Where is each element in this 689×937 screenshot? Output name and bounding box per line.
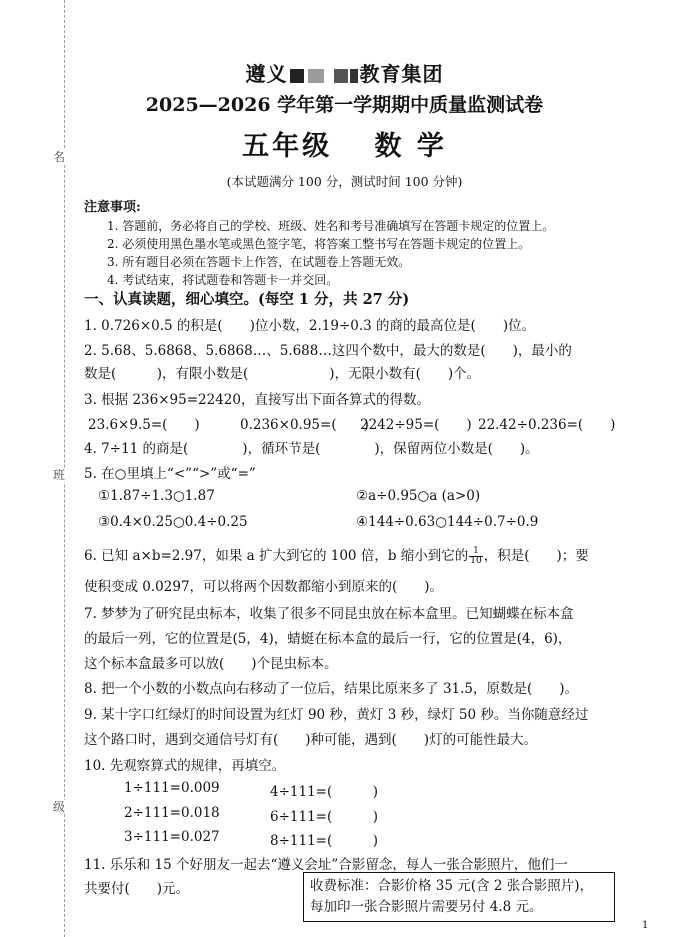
question-5-item: ③0.4×0.25○0.4÷0.25 — [98, 514, 248, 530]
notice-rule: 1. 答题前，务必将自己的学校、班级、姓名和考号准确填写在答题卡规定的位置上。 — [107, 219, 555, 233]
question-10-example: 1÷111=0.009 — [124, 780, 220, 796]
exam-organization — [0, 58, 689, 87]
question-7-line-3: 这个标本盒最多可以放( )个昆虫标本。 — [84, 656, 338, 672]
question-5-item: ①1.87÷1.3○1.87 — [98, 488, 215, 504]
margin-label-class: 班 — [53, 468, 66, 482]
question-2-line-2: 数是( )，有限小数是( )，无限小数有( )个。 — [84, 366, 481, 382]
question-9-line-2: 这个路口时，遇到交通信号灯有( )种可能，遇到( )灯的可能性最大。 — [84, 732, 538, 748]
redaction-mark — [350, 69, 358, 83]
question-11-line-2: 共要付( )元。 — [84, 881, 190, 897]
question-10-example: 3÷111=0.027 — [124, 829, 220, 845]
fraction — [469, 547, 482, 566]
question-6-line-1 — [84, 544, 589, 566]
question-6-line-2: 使积变成 0.0297，可以将两个因数都缩小到原来的( )。 — [84, 579, 444, 595]
question-4: 4. 7÷11 的商是( )，循环节是( )，保留两位小数是( )。 — [84, 441, 539, 457]
margin-label-name: 名 — [53, 150, 66, 164]
question-5-item: ②a÷0.95○a (a>0) — [356, 488, 481, 504]
question-6-text: 6. 已知 a×b=2.97，如果 a 扩大到它的 100 倍，b 缩小到它的 — [84, 548, 469, 564]
fraction-denominator: 10 — [470, 556, 482, 566]
question-3-item: 23.6×9.5=( ) — [88, 417, 200, 433]
question-5-item: ④144÷0.63○144÷0.7÷0.9 — [356, 514, 539, 530]
question-8: 8. 把一个小数的小数点向右移动了一位后，结果比原来多了 31.5，原数是( )。 — [84, 681, 579, 697]
question-7-line-2: 的最后一列，它的位置是(5，4)，蜻蜓在标本盒的最后一行，它的位置是(4，6)， — [84, 631, 572, 647]
notice-title: 注意事项: — [84, 200, 141, 215]
question-3-item: 0.236×0.95=( ) — [240, 417, 369, 433]
question-6-text: ，积是( )；要 — [483, 548, 589, 564]
question-3-item: 22.42÷0.236=( ) — [478, 417, 616, 433]
org-prefix: 遵义 — [245, 62, 288, 86]
question-3-item: 2242÷95=( ) — [360, 417, 472, 433]
question-10-example: 2÷111=0.018 — [124, 805, 220, 821]
question-1: 1. 0.726×0.5 的积是( )位小数，2.19÷0.3 的商的最高位是( )位。 — [84, 318, 536, 334]
notice-rule: 2. 必须使用黑色墨水笔或黑色签字笔，将答案工整书写在答题卡规定的位置上。 — [107, 237, 531, 251]
question-10: 10. 先观察算式的规律，再填空。 — [84, 758, 286, 774]
question-7-line-1: 7. 梦梦为了研究昆虫标本，收集了很多不同昆虫放在标本盒里。已知蝴蝶在标本盒 — [84, 606, 574, 622]
exam-note: (本试题满分 100 分，测试时间 100 分钟) — [226, 174, 463, 189]
exam-title: 2025—2026 学年第一学期期中质量监测试卷 — [145, 94, 544, 116]
question-9-line-1: 9. 某十字口红绿灯的时间设置为红灯 90 秒，黄灯 3 秒，绿灯 50 秒。当你随意经过 — [84, 707, 589, 723]
question-10-blank: 4÷111=( ) — [270, 784, 379, 800]
margin-label-grade: 级 — [53, 800, 66, 814]
question-10-blank: 8÷111=( ) — [270, 833, 379, 849]
question-2-line-1: 2. 5.68、5.6868、5.6868…、5.688…这四个数中，最大的数是( )，最小的 — [84, 343, 572, 359]
question-11-line-1: 11. 乐乐和 15 个好朋友一起去“遵义会址”合影留念，每人一张合影照片，他们一 — [84, 857, 568, 873]
fraction-numerator: 1 — [469, 547, 482, 557]
grade-subject: 五年级 数 学 — [242, 131, 447, 162]
notice-rule: 4. 考试结束，将试题卷和答题卡一并交回。 — [107, 273, 339, 287]
fee-standard-box — [303, 872, 615, 922]
question-10-blank: 6÷111=( ) — [270, 809, 379, 825]
question-5: 5. 在○里填上“<”“>”或“=” — [84, 466, 256, 482]
redaction-mark — [308, 69, 324, 83]
question-3: 3. 根据 236×95=22420，直接写出下面各算式的得数。 — [84, 392, 430, 408]
section-heading: 一、认真读题，细心填空。(每空 1 分，共 27 分) — [84, 291, 410, 308]
org-suffix: 教育集团 — [359, 62, 444, 86]
redaction-mark — [334, 69, 348, 83]
redaction-mark — [290, 69, 304, 83]
fee-line: 每加印一张合影照片需要另付 4.8 元。 — [310, 899, 543, 915]
page-number: 1 — [642, 920, 649, 931]
notice-rule: 3. 所有题目必须在答题卡上作答，在试题卷上答题无效。 — [107, 255, 411, 269]
fee-line: 收费标准：合影价格 35 元(含 2 张合影照片)， — [310, 878, 593, 894]
